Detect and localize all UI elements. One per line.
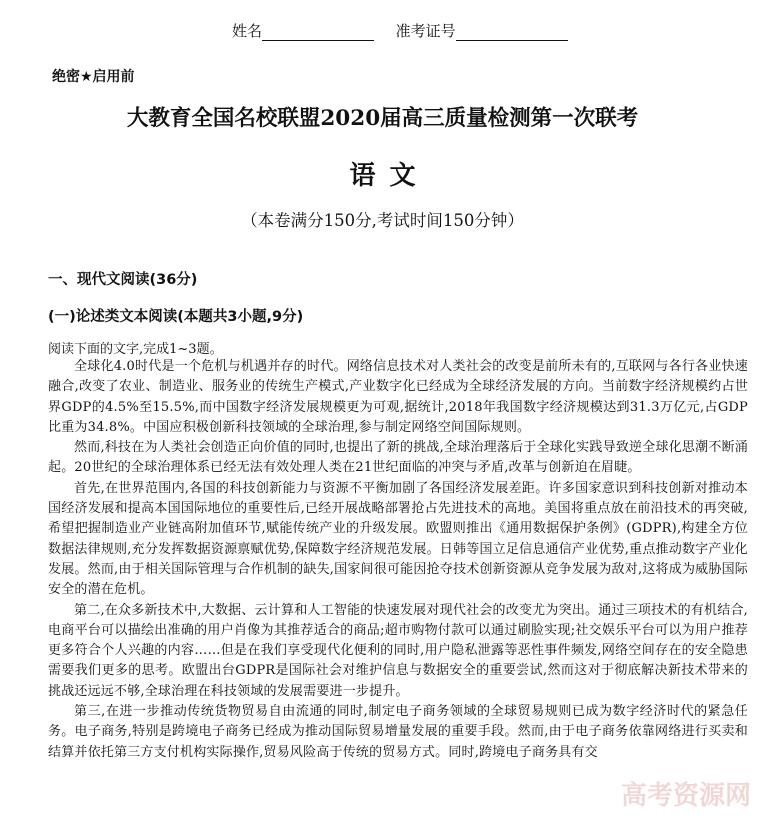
subsection-heading: (一)论述类文本阅读(本题共3小题,9分) [48, 309, 304, 325]
passage-paragraph: 然而,科技在为人类社会创造正向价值的同时,也提出了新的挑战,全球治理落后于全球化实践导致逆全球化思潮不断涌起。20世纪的全球治理体系已经无法有效处理人类在21世纪面临的冲突与矛盾,改革与创新迫在眉睫。 [48, 440, 748, 476]
passage-paragraph: 第三,在进一步推动传统货物贸易自由流通的同时,制定电子商务领域的全球贸易规则已成为数字经济时代的紧急任务。电子商务,特别是跨境电子商务已经成为推动国际贸易增量发展的重要手段。然而,由于电子商务依靠网络进行买卖和结算并依托第三方支付机构实际操作,贸易风险高于传统的贸易方式。同时,跨境电子商务具有交 [48, 704, 748, 760]
passage [48, 357, 748, 763]
reading-instruction: 阅读下面的文字,完成1~3题。 [48, 342, 223, 357]
name-label: 姓名 [232, 22, 263, 40]
exam-note: （本卷满分150分,考试时间150分钟） [241, 211, 524, 230]
secret-label: 绝密★启用前 [52, 69, 135, 85]
candidate-info-line [232, 20, 568, 41]
passage-paragraph: 全球化4.0时代是一个危机与机遇并存的时代。网络信息技术对人类社会的改变是前所未有的,互联网与各行各业快速融合,改变了农业、制造业、服务业的传统生产模式,产业数字化已经成为全球经济发展的方向。当前数字经济规模约占世界GDP的4.5%至15.5%,而中国数字经济发展规模更为可观,据统计,2018年我国数字经济规模达到31.3万亿元,占GDP比重为34.8%。中国应积极创新科技领域的全球治理,参与制定网络空间国际规则。 [48, 359, 748, 435]
name-blank[interactable] [262, 24, 374, 41]
id-blank[interactable] [456, 24, 568, 41]
subject-title: 语文 [349, 161, 430, 191]
watermark: 高考资源网 [620, 781, 751, 811]
exam-title: 大教育全国名校联盟2020届高三质量检测第一次联考 [126, 106, 639, 131]
passage-paragraph: 首先,在世界范围内,各国的科技创新能力与资源不平衡加剧了各国经济发展差距。许多国家意识到科技创新对推动本国经济发展和提高本国国际地位的重要性后,已经开展战略部署抢占先进技术的高地。美国将重点放在前沿技术的再突破,希望把握制造业产业链高附加值环节,赋能传统产业的升级发展。欧盟则推出《通用数据保护条例》(GDPR),构建全方位数据法律规则,充分发挥数据资源禀赋优势,保障数字经济规范发展。日韩等国立足信息通信产业优势,重点推动数字产业化发展。然而,由于相关国际管理与合作机制的缺失,国家间很可能因抢夺技术创新资源从竞争发展为敌对,这将成为威胁国际安全的潜在危机。 [48, 480, 748, 598]
id-label: 准考证号 [395, 22, 456, 40]
passage-paragraph: 第二,在众多新技术中,大数据、云计算和人工智能的快速发展对现代社会的改变尤为突出。通过三项技术的有机结合,电商平台可以描绘出准确的用户肖像为其推荐适合的商品;超市购物付款可以通过刷脸实现;社交娱乐平台可以为用户推荐更多符合个人兴趣的内容……但是在我们享受现代化便利的同时,用户隐私泄露等恶性事件频发,网络空间存在的安全隐患需要我们更多的思考。欧盟出台GDPR是国际社会对维护信息与数据安全的重要尝试,然而这对于彻底解决新技术带来的挑战还远远不够,全球治理在科技领域的发展需要进一步提升。 [48, 602, 748, 699]
section-heading: 一、现代文阅读(36分) [48, 272, 198, 288]
